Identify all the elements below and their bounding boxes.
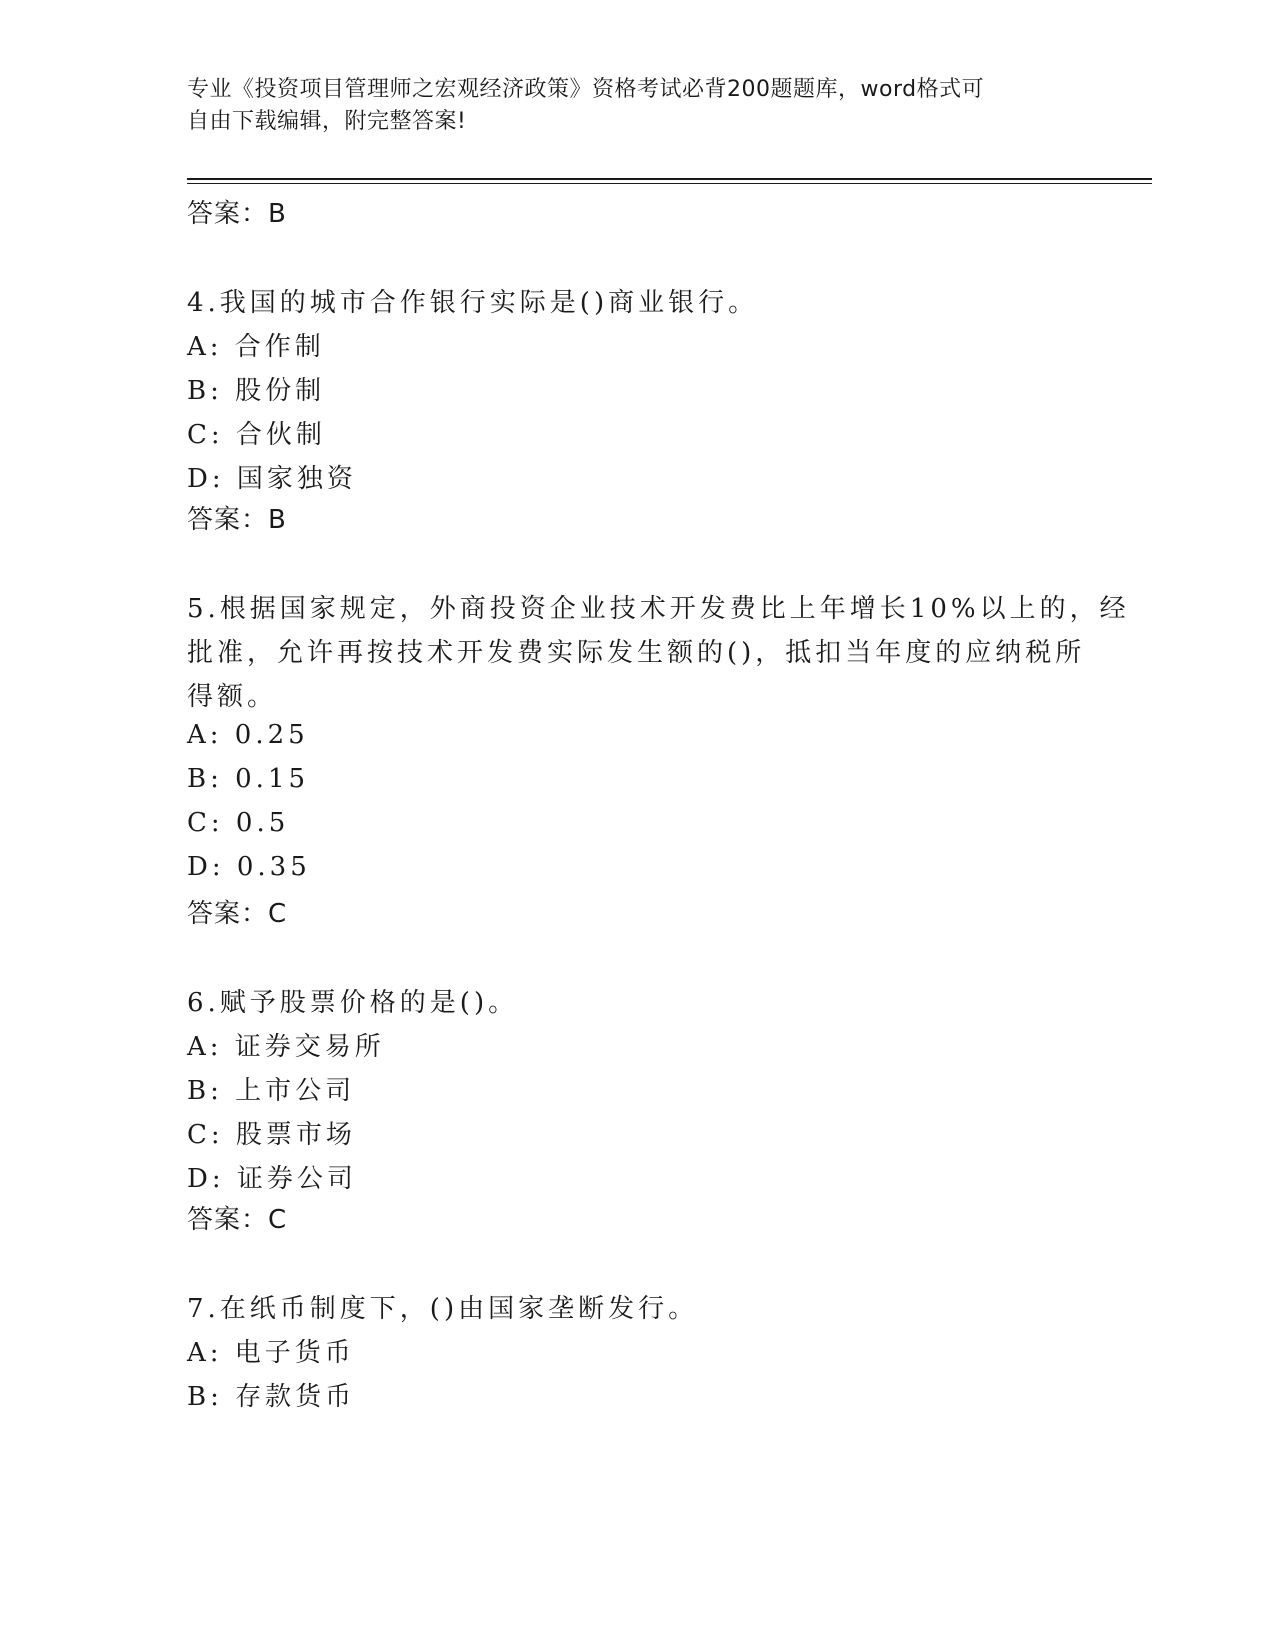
- answer-line: 答案：B: [187, 199, 287, 229]
- option-a: A: 电子货币: [187, 1338, 355, 1368]
- answer-line: 答案：B: [187, 505, 287, 535]
- option-a: A: 证券交易所: [187, 1032, 385, 1062]
- option-a: A: 0.25: [187, 720, 309, 750]
- option-b: B: 存款货币: [187, 1382, 356, 1412]
- option-c: C: 股票市场: [187, 1120, 356, 1150]
- option-c: C: 0.5: [187, 808, 290, 838]
- option-d: D: 0.35: [187, 852, 311, 882]
- option-d: D: 国家独资: [187, 464, 357, 494]
- option-b: B: 0.15: [187, 764, 310, 794]
- question-stem: 5.根据国家规定，外商投资企业技术开发费比上年增长10%以上的，经: [187, 594, 1130, 624]
- question-stem: 得额。: [187, 682, 278, 712]
- question-stem: 7.在纸币制度下，()由国家垄断发行。: [187, 1294, 699, 1324]
- option-d: D: 证券公司: [187, 1164, 357, 1194]
- document-header: [187, 74, 1077, 138]
- question-stem: 批准，允许再按技术开发费实际发生额的()，抵扣当年度的应纳税所: [187, 638, 1086, 668]
- answer-line: 答案：C: [187, 899, 288, 929]
- option-b: B: 股份制: [187, 376, 326, 406]
- option-c: C: 合伙制: [187, 420, 326, 450]
- option-a: A: 合作制: [187, 332, 325, 362]
- header-line-2: 自由下载编辑，附完整答案!: [187, 109, 467, 134]
- header-divider-thin: [187, 183, 1152, 184]
- question-stem: 6.赋予股票价格的是()。: [187, 988, 519, 1018]
- option-b: B: 上市公司: [187, 1076, 356, 1106]
- header-line-1: 专业《投资项目管理师之宏观经济政策》资格考试必背200题题库，word格式可: [187, 77, 985, 102]
- question-stem: 4.我国的城市合作银行实际是()商业银行。: [187, 288, 759, 318]
- header-divider-thick: [187, 178, 1152, 180]
- answer-line: 答案：C: [187, 1205, 288, 1235]
